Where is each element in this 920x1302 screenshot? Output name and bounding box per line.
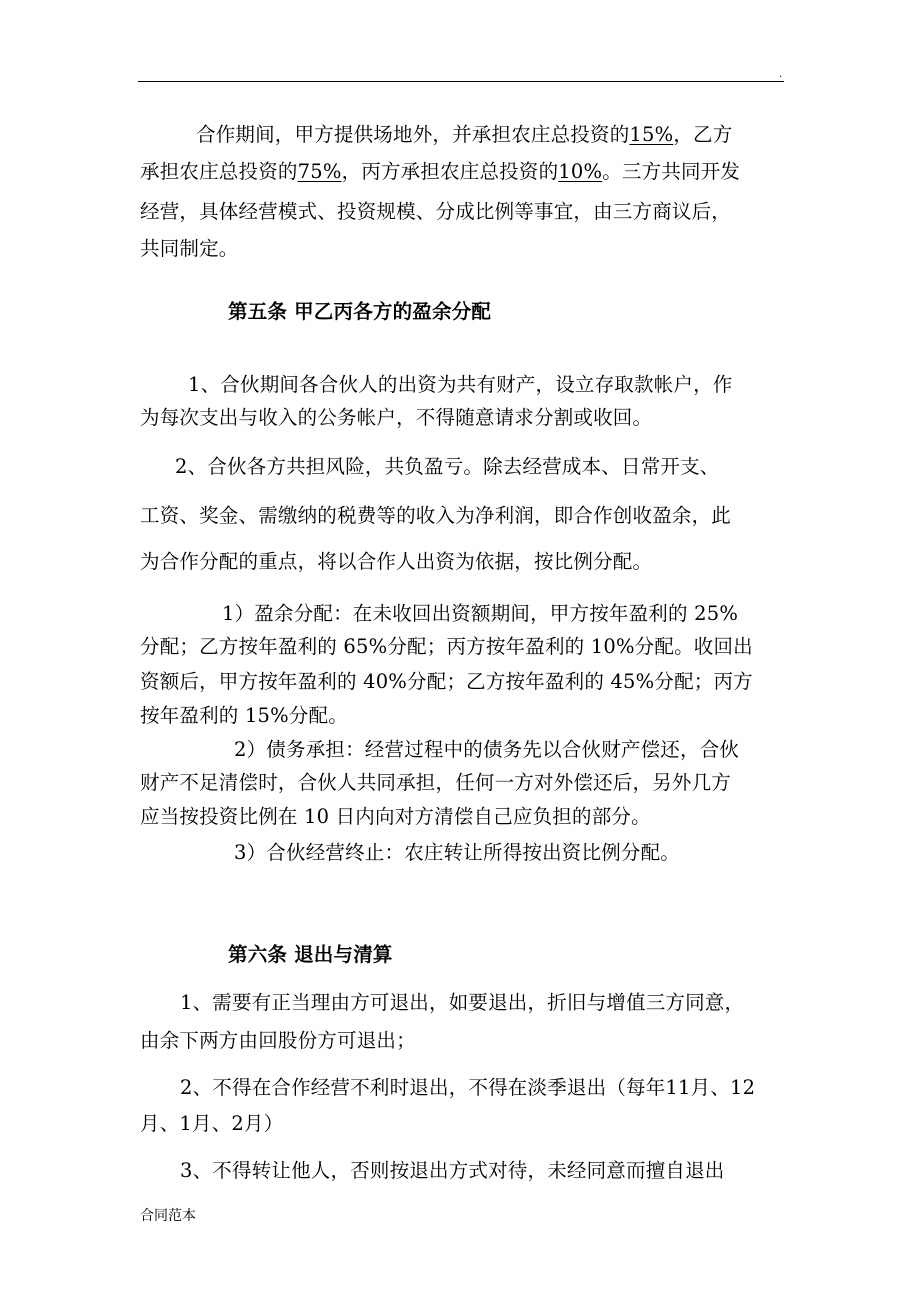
share-jia: 15% <box>629 123 674 146</box>
intro-line-1: 合作期间，甲方提供场地外，并承担农庄总投资的15%，乙方 <box>196 123 733 146</box>
intro-line-3: 经营，具体经营模式、投资规模、分成比例等事宜，由三方商议后， <box>140 200 732 223</box>
header-dot: . <box>779 69 783 80</box>
share-yi: 75% <box>297 160 342 183</box>
article-5-heading: 第五条 甲乙丙各方的盈余分配 <box>228 300 492 323</box>
a5-s3-line-1: 3）合伙经营终止：农庄转让所得按出资比例分配。 <box>234 841 681 864</box>
share-bing: 10% <box>558 160 603 183</box>
a5-s1-line-2: 分配；乙方按年盈利的 65%分配；丙方按年盈利的 10%分配。收回出 <box>140 635 753 658</box>
a5-p2-line-2: 工资、奖金、需缴纳的税费等的收入为净利润，即合作创收盈余，此 <box>140 504 732 527</box>
article-6-heading: 第六条 退出与清算 <box>228 943 393 966</box>
a6-p1-line-2: 由余下两方由回股份方可退出； <box>140 1029 416 1052</box>
a6-p2-line-1: 2、不得在合作经营不利时退出，不得在淡季退出（每年11月、12 <box>180 1076 756 1099</box>
a6-p3-line-1: 3、不得转让他人，否则按退出方式对待，未经同意而擅自退出 <box>180 1159 725 1182</box>
a5-s1-line-1: 1）盈余分配：在未收回出资额期间，甲方按年盈利的 25% <box>222 602 739 625</box>
a5-s2-line-1: 2）债务承担：经营过程中的债务先以合伙财产偿还，合伙 <box>234 738 740 761</box>
a5-p1-line-2: 为每次支出与收入的公务帐户，不得随意请求分割或收回。 <box>140 406 653 429</box>
header-rule <box>138 81 784 82</box>
a6-p1-line-1: 1、需要有正当理由方可退出，如要退出，折旧与增值三方同意， <box>180 991 745 1014</box>
intro-line-4: 共同制定。 <box>140 237 239 260</box>
a5-s2-line-3: 应当按投资比例在 10 日内向对方清偿自己应负担的部分。 <box>140 805 651 828</box>
a5-p2-line-3: 为合作分配的重点，将以合作人出资为依据，按比例分配。 <box>140 550 653 573</box>
intro-line-2: 承担农庄总投资的75%，丙方承担农庄总投资的10%。三方共同开发 <box>140 160 741 183</box>
a5-s1-line-3: 资额后，甲方按年盈利的 40%分配；乙方按年盈利的 45%分配；丙方 <box>140 670 753 693</box>
a5-s1-line-4: 按年盈利的 15%分配。 <box>140 704 348 727</box>
footer-label: 合同范本 <box>140 1208 196 1224</box>
a5-p1-line-1: 1、合伙期间各合伙人的出资为共有财产，设立存取款帐户，作 <box>188 373 733 396</box>
a5-s2-line-2: 财产不足清偿时，合伙人共同承担，任何一方对外偿还后，另外几方 <box>140 771 732 794</box>
a6-p2-line-2: 月、1月、2月） <box>140 1112 284 1135</box>
a5-p2-line-1: 2、合伙各方共担风险，共负盈亏。除去经营成本、日常开支、 <box>175 455 720 478</box>
